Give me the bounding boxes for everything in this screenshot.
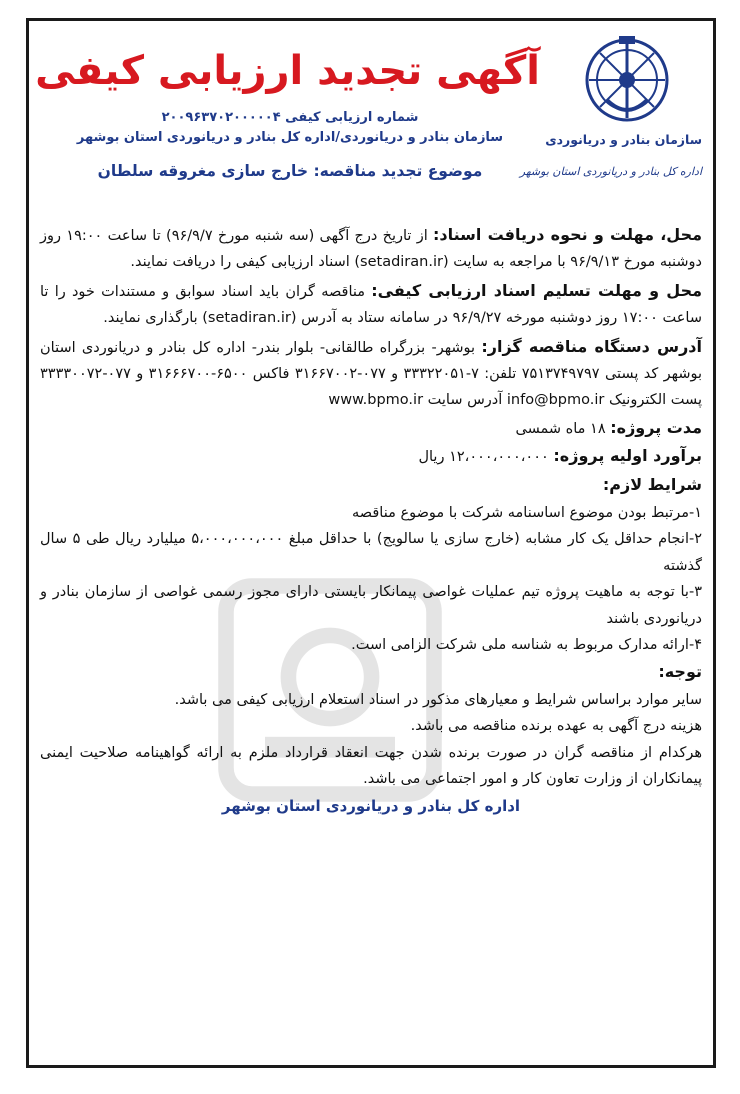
section-text: مناقصه گران باید اسناد سوابق و مستندات خود را تا ساعت ۱۷:۰۰ روز دوشنبه مورخه ۹۶/۹/۲۷ در سامانه ستاد به آدرس (setadiran.ir) بارگذاری نمایند. <box>40 283 702 327</box>
estimate-label: برآورد اولیه پروژه: <box>553 446 702 466</box>
evaluation-number: شماره ارزیابی کیفی ۲۰۰۹۶۳۷۰۲۰۰۰۰۰۴ <box>161 110 419 125</box>
section-tender-address <box>40 332 702 414</box>
subject-value: خارج سازی مغروقه سلطان <box>97 162 309 181</box>
advertisement-content <box>35 30 703 815</box>
estimate-value: ۱۲،۰۰۰،۰۰۰،۰۰۰ ریال <box>418 449 549 466</box>
conditions-heading: شرایط لازم: <box>602 475 702 495</box>
organization-line: سازمان بنادر و دریانوردی/اداره کل بنادر و دریانوردی استان بوشهر <box>76 130 504 146</box>
project-estimate <box>40 442 702 471</box>
logo-block <box>519 34 702 178</box>
subject-label: موضوع تجدید مناقصه: <box>313 162 483 181</box>
tender-subject <box>40 162 540 180</box>
condition-item: ۴-ارائه مدارک مربوط به شناسه ملی شرکت الزامی است. <box>351 636 702 653</box>
footer-signature: اداره کل بنادر و دریانوردی استان بوشهر <box>221 796 521 815</box>
notes-list <box>40 687 702 793</box>
condition-item: ۲-انجام حداقل یک کار مشابه (خارج سازی یا سالویج) با حداقل مبلغ ۵،۰۰۰،۰۰۰،۰۰۰ میلیارد ریال طی ۵ سال گذشته <box>40 531 703 574</box>
page-title: آگهی تجدید ارزیابی کیفی <box>35 48 540 94</box>
logo-org-name: سازمان بنادر و دریانوردی <box>545 132 702 147</box>
note-item: هرکدام از مناقصه گران در صورت برنده شدن جهت انعقاد قرارداد ملزم به ارائه گواهینامه صلاحیت ایمنی پیمانکاران از وزارت تعاون کار و امور اجتماعی می باشد. <box>40 744 702 788</box>
section-text: بوشهر- بزرگراه طالقانی- بلوار بندر- اداره کل بنادر و دریانوردی استان بوشهر کد پستی ۷۵۱۳۷۴۹۷۹۷ تلفن: ۷-۳۳۳۲۲۰۵۱ و ۰۷۷-۳۱۶۶۷۰۰۲ فاکس ۶۵۰۰-۳۱۶۶۶۷۰۰ و ۰۷۷-۳۳۳۳۰۰۷۲ پست الکترونیک info@bpmo.ir آدرس سایت www.bpmo.ir <box>40 339 702 409</box>
title-area <box>35 30 540 181</box>
section-label: آدرس دستگاه مناقصه گزار: <box>481 336 702 356</box>
duration-value: ۱۸ ماه شمسی <box>515 420 606 437</box>
note-item: هزینه درج آگهی به عهده برنده مناقصه می باشد. <box>410 718 702 735</box>
section-text: از تاریخ درج آگهی (سه شنبه مورخ ۹۶/۹/۷) تا ساعت ۱۹:۰۰ روز دوشنبه مورخ ۹۶/۹/۱۳ با مراجعه به سایت (setadiran.ir) اسناد ارزیابی کیفی را دریافت نمایند. <box>40 228 702 271</box>
condition-item: ۳-با توجه به ماهیت پروژه تیم عملیات غواصی پیمانکار بایستی دارای مجوز رسمی غواصی از سازمان بنادر و دریانوردی باشند <box>40 584 702 627</box>
ports-maritime-logo-icon <box>581 34 673 130</box>
condition-item: ۱-مرتبط بودن موضوع اساسنامه شرکت با موضوع مناقصه <box>352 505 702 522</box>
section-document-submission <box>40 276 702 332</box>
section-document-receipt <box>40 220 702 276</box>
note-item: سایر موارد براساس شرایط و معیارهای مذکور در اسناد استعلام ارزیابی کیفی می باشد. <box>174 692 702 709</box>
section-label: محل، مهلت و نحوه دریافت اسناد: <box>432 225 703 244</box>
logo-dept-name: اداره کل بنادر و دریانوردی استان بوشهر <box>519 165 702 178</box>
project-duration <box>40 414 702 443</box>
conditions-list <box>40 500 702 658</box>
notes-heading: توجه: <box>658 662 702 682</box>
section-label: محل و مهلت تسلیم اسناد ارزیابی کیفی: <box>371 280 702 300</box>
header <box>35 30 702 220</box>
duration-label: مدت پروژه: <box>610 417 702 437</box>
